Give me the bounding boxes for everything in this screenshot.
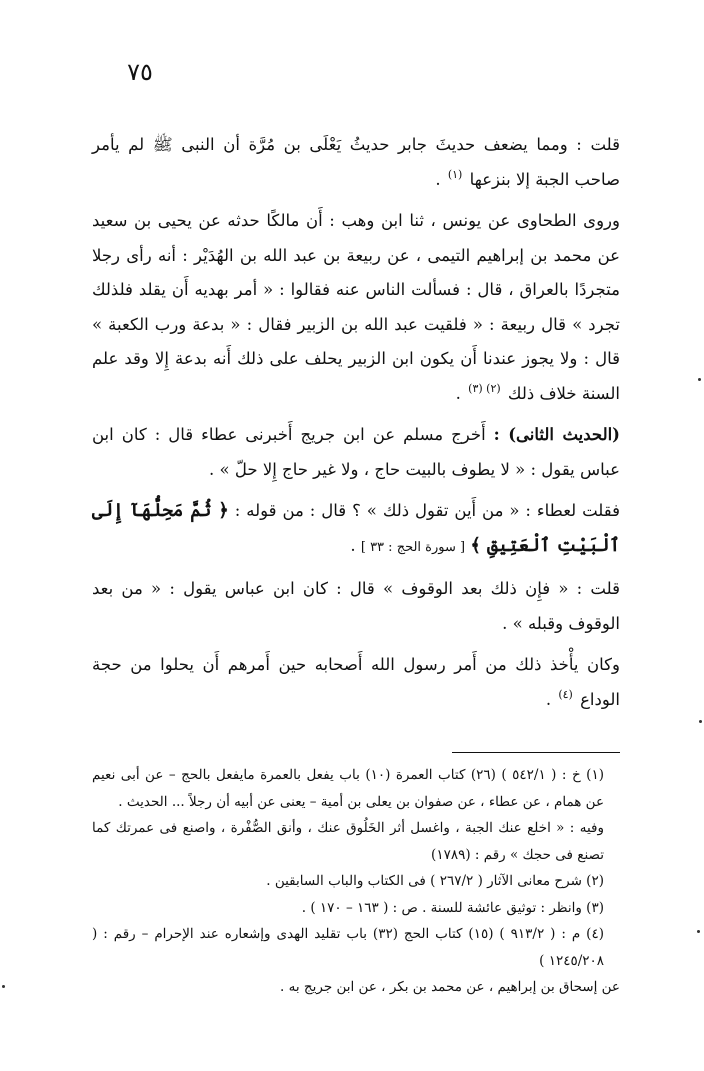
surah-reference: [ سورة الحج : ٣٣ ] (360, 539, 466, 555)
paragraph-2 (92, 204, 620, 411)
paragraph-5 (92, 572, 620, 641)
quran-verse: ﴿ ثُمَّ مَحِلُّهَآ إِلَى ٱلْبَيْتِ ٱلْعَتِيقِ ﴾ (92, 500, 620, 556)
paragraph-5-text: قلت : « فإِن ذلك بعد الوقوف » قال : كان ابن عباس يقول : « من بعد الوقوف وقبله » . (92, 579, 620, 633)
second-hadith-heading: (الحديث الثانى) : (493, 425, 620, 444)
paragraph-6-text: وكان يأْخذ ذلك من أَمر رسول الله أَصحابه حين أَمرهم أَن يحلوا من حجة الوداع (92, 655, 620, 709)
scan-mark-right-2 (699, 720, 702, 723)
footnote-4: (٤) م : ( ٩١٣/٢ ) (١٥) كتاب الحج (٣٢) باب تقليد الهدى وإشعاره عند الإحرام – رقم : ( ١٢٤٥/٢٠٨ ) (92, 926, 604, 969)
footnote-4-continued: عن إسحاق بن إبراهيم ، عن محمد بن بكر ، عن ابن جريج به . (280, 979, 620, 995)
footnote-ref-2-3: (٢) (٣) (468, 382, 501, 395)
footnote-ref-4: (٤) (558, 688, 573, 701)
paragraph-6 (92, 648, 620, 717)
footnote-divider (452, 752, 620, 753)
paragraph-1-end: . (435, 169, 441, 189)
paragraph-6-end: . (545, 689, 552, 709)
footnote-2: (٢) شرح معانى الآثار ( ٢٦٧/٢ ) فى الكتاب والباب السابقين . (266, 873, 604, 889)
footnote-1-continued: وفيه : « اخلع عنك الجبة ، واغسل أثر الخَلُوق عنك ، وأنق الصُّفْرة ، واصنع فى عمرتك كما تصنع فى حجك » رقم : (١٧٨٩) (92, 820, 604, 863)
paragraph-2-text: وروى الطحاوى عن يونس ، ثنا ابن وهب : أَن مالكًا حدثه عن يحيى بن سعيد عن محمد بن إبراهيم التيمى ، عن ربيعة بن عبد الله بن الهُدَيْر : أنه رأى رجلا متجردًا بالعراق ، قال : فسألت الناس عنه فقالوا : « أمر بهديه أَن يقلد فلذلك تجرد » قال ربيعة : « فلقيت عبد الله بن الزبير فقال : « بدعة ورب الكعبة » قال : ولا يجوز عندنا أَن يكون ابن الزبير يحلف على ذلك أَنه بدعة إِلا وقد علم السنة خلاف ذلك (92, 211, 620, 403)
scan-mark-right-3 (697, 930, 700, 933)
page-number: ٧٥ (127, 58, 153, 86)
paragraph-1 (92, 128, 620, 197)
scan-mark-right-1 (698, 378, 701, 381)
paragraph-3-text: أَخرج مسلم عن ابن جريج أَخبرنى عطاء قال : كان ابن عباس يقول : « لا يطوف بالبيت حاج ، ولا غير حاج إِلا حلّ » . (92, 425, 620, 479)
paragraph-4-end: . (350, 535, 356, 555)
footnotes (92, 762, 620, 1001)
scan-mark-left-1 (2, 985, 5, 988)
paragraph-4 (92, 494, 620, 565)
paragraph-3 (92, 418, 620, 487)
paragraph-4-text: فقلت لعطاء : « من أَين تقول ذلك » ؟ قال : من قوله : (234, 501, 621, 520)
footnote-3: (٣) وانظر : توثيق عائشة للسنة . ص : ( ١٦٣ – ١٧٠ ) . (301, 899, 604, 916)
main-text (92, 128, 620, 724)
paragraph-1-text: قلت : ومما يضعف حديثَ جابر حديثُ يَعْلَى بن مُرَّة أن النبى ﷺ لم يأمر صاحب الجبة إلا بنزعها (92, 135, 620, 189)
footnote-1: (١) خ : ( ٥٤٢/١ ) (٢٦) كتاب العمرة (١٠) باب يفعل بالعمرة مايفعل بالحج – عن أبى نعيم عن همام ، عن عطاء ، عن صفوان بن يعلى بن أمية – يعنى عن أبيه أن رجلاً ... الحديث . (92, 767, 604, 810)
footnote-ref-1: (١) (447, 168, 463, 181)
paragraph-2-end: . (455, 383, 461, 403)
